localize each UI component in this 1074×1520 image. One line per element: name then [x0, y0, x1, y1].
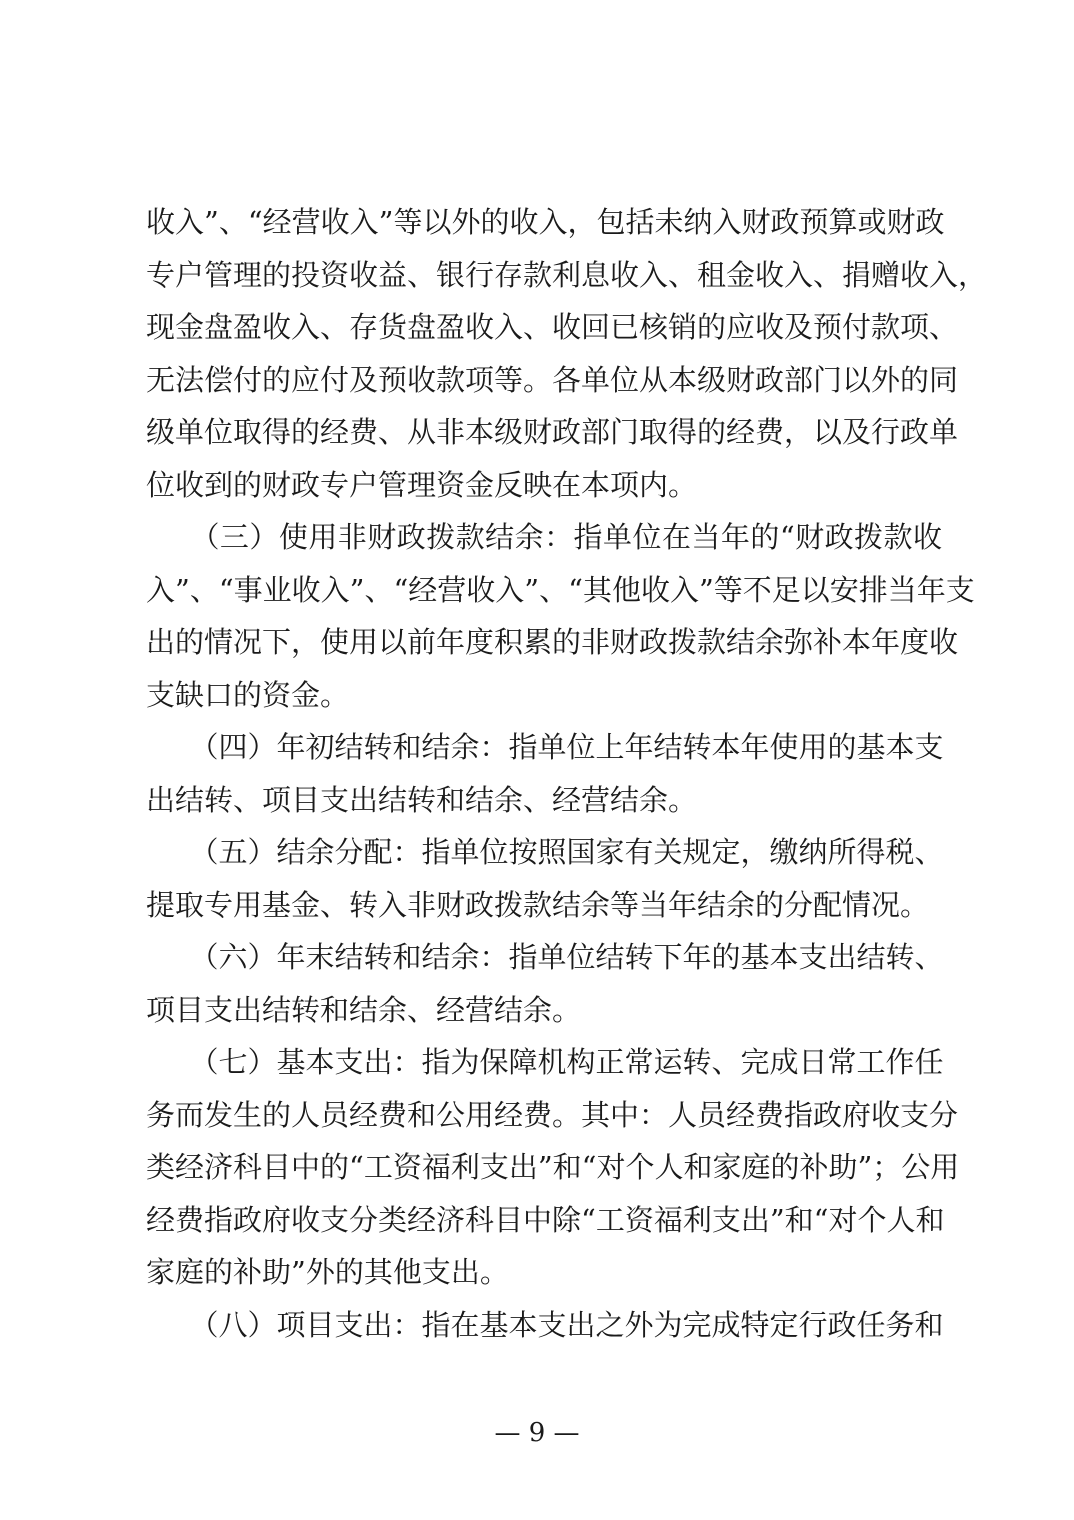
- text-line: 出结转、项目支出结转和结余、经营结余。: [146, 782, 698, 817]
- text-line: （三）使用非财政拨款结余：指单位在当年的“财政拨款收: [146, 520, 942, 554]
- text-line: 项目支出结转和结余、经营结余。: [146, 992, 582, 1027]
- page-number: — 9 —: [494, 1418, 580, 1448]
- text-line: （六）年末结转和结余：指单位结转下年的基本支出结转、: [146, 940, 944, 974]
- text-line: 支缺口的资金。: [146, 677, 350, 712]
- text-line: 出的情况下，使用以前年度积累的非财政拨款结余弥补本年度收: [146, 625, 959, 659]
- text-line: 级单位取得的经费、从非本级财政部门取得的经费，以及行政单: [146, 415, 959, 449]
- text-line: （八）项目支出：指在基本支出之外为完成特定行政任务和: [146, 1307, 944, 1342]
- text-line: （七）基本支出：指为保障机构正常运转、完成日常工作任: [146, 1045, 944, 1079]
- body-text: [146, 196, 988, 1351]
- text-line: 家庭的补助”外的其他支出。: [146, 1255, 509, 1289]
- text-line: 收入”、“经营收入”等以外的收入，包括未纳入财政预算或财政: [146, 205, 945, 239]
- text-line: 类经济科目中的“工资福利支出”和“对个人和家庭的补助”；公用: [146, 1150, 960, 1184]
- text-line: （四）年初结转和结余：指单位上年结转本年使用的基本支: [146, 730, 944, 764]
- text-line: 位收到的财政专户管理资金反映在本项内。: [146, 467, 698, 502]
- text-line: 务而发生的人员经费和公用经费。其中：人员经费指政府收支分: [146, 1097, 959, 1132]
- text-line: 提取专用基金、转入非财政拨款结余等当年结余的分配情况。: [146, 887, 930, 922]
- text-line: 经费指政府收支分类经济科目中除“工资福利支出”和“对个人和: [146, 1202, 945, 1237]
- text-line: 入”、“事业收入”、“经营收入”、“其他收入”等不足以安排当年支: [146, 572, 975, 607]
- text-line: （五）结余分配：指单位按照国家有关规定，缴纳所得税、: [146, 835, 944, 869]
- text-line: 专户管理的投资收益、银行存款利息收入、租金收入、捐赠收入，: [146, 257, 988, 292]
- text-line: 无法偿付的应付及预收款项等。各单位从本级财政部门以外的同: [146, 362, 959, 397]
- text-line: 现金盘盈收入、存货盘盈收入、收回已核销的应收及预付款项、: [146, 310, 959, 344]
